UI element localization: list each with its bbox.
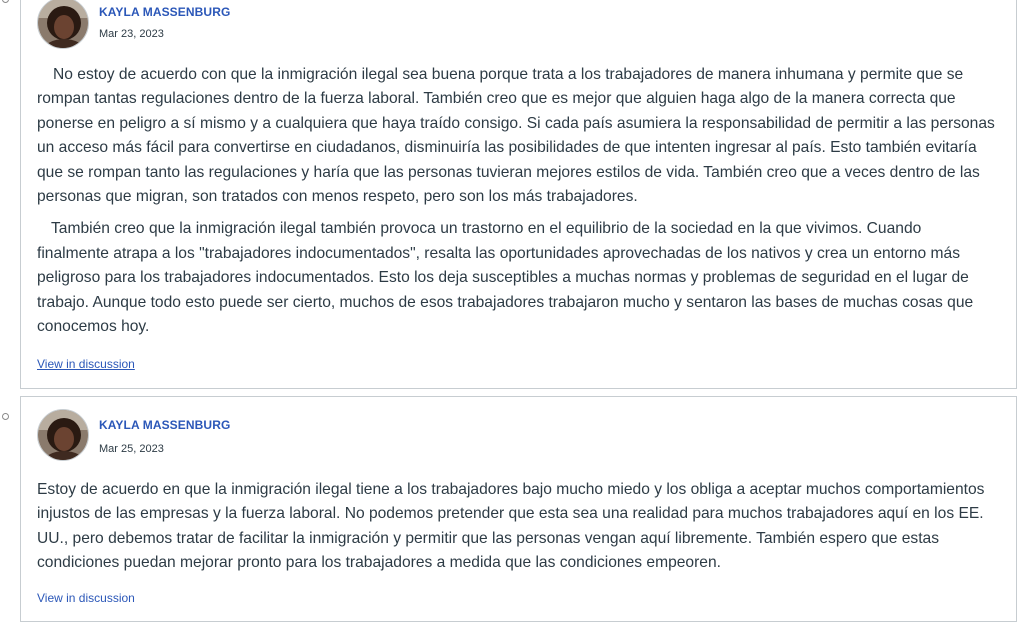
post-date: Mar 25, 2023 [99,443,164,455]
post-body [37,63,997,339]
view-in-discussion-link[interactable]: View in discussion [37,357,135,371]
post-date: Mar 23, 2023 [99,28,164,40]
avatar[interactable] [37,0,89,49]
author-name-link[interactable]: KAYLA MASSENBURG [99,418,231,432]
author-name-link[interactable]: KAYLA MASSENBURG [99,5,231,19]
post-bullet-marker [2,0,9,3]
view-in-discussion-link[interactable]: View in discussion [37,591,135,605]
discussion-post [20,396,1017,622]
post-paragraph: También creo que la inmigración ilegal también provoca un trastorno en el equilibrio de la sociedad en la que vivimos. Cuando finalmente atrapa a los "trabajadores indocumentados", resalta las oportunidades aprovechadas de los nativos y crea un entorno más peligroso para los trabajadores indocumentados. Esto los deja susceptibles a muchas normas y problemas de seguridad en el lugar de trabajo. Aunque todo esto puede ser cierto, muchos de esos trabajadores trabajaron mucho y sentaron las bases de muchas cosas que conocemos hoy. [37,220,974,336]
avatar-photo-icon [38,0,89,49]
post-paragraph: Estoy de acuerdo en que la inmigración ilegal tiene a los trabajadores bajo mucho miedo y los obliga a aceptar muchos comportamientos injustos de las empresas y la fuerza laboral. No podemos pretender que esta sea una realidad para muchos trabajadores aquí en los EE. UU., pero debemos tratar de facilitar la inmigración y permitir que las personas vengan aquí libremente. También espero que estas condiciones puedan mejorar pronto para los trabajadores a medida que las condiciones empeoren. [37,481,985,572]
avatar-photo-icon [38,410,89,461]
post-body [37,478,997,576]
post-bullet-marker [2,413,9,420]
post-paragraph: No estoy de acuerdo con que la inmigración ilegal sea buena porque trata a los trabajadores de manera inhumana y permite que se rompan tantas regulaciones dentro de la fuerza laboral. También creo que es mejor que alguien haga algo de la manera correcta que ponerse en peligro a sí mismo y a cualquiera que haya traído consigo. Si cada país asumiera la responsabilidad de permitir a las personas un acceso más fácil para convertirse en ciudadanos, disminuiría las posibilidades de que intenten ingresar al país. Esto también evitaría que se rompan tanto las regulaciones y haría que las personas tuvieran mejores estilos de vida. También creo que a veces dentro de las personas que migran, son tratados con menos respeto, pero son los más trabajadores. [37,66,995,206]
discussion-post [20,0,1017,389]
avatar[interactable] [37,409,89,461]
